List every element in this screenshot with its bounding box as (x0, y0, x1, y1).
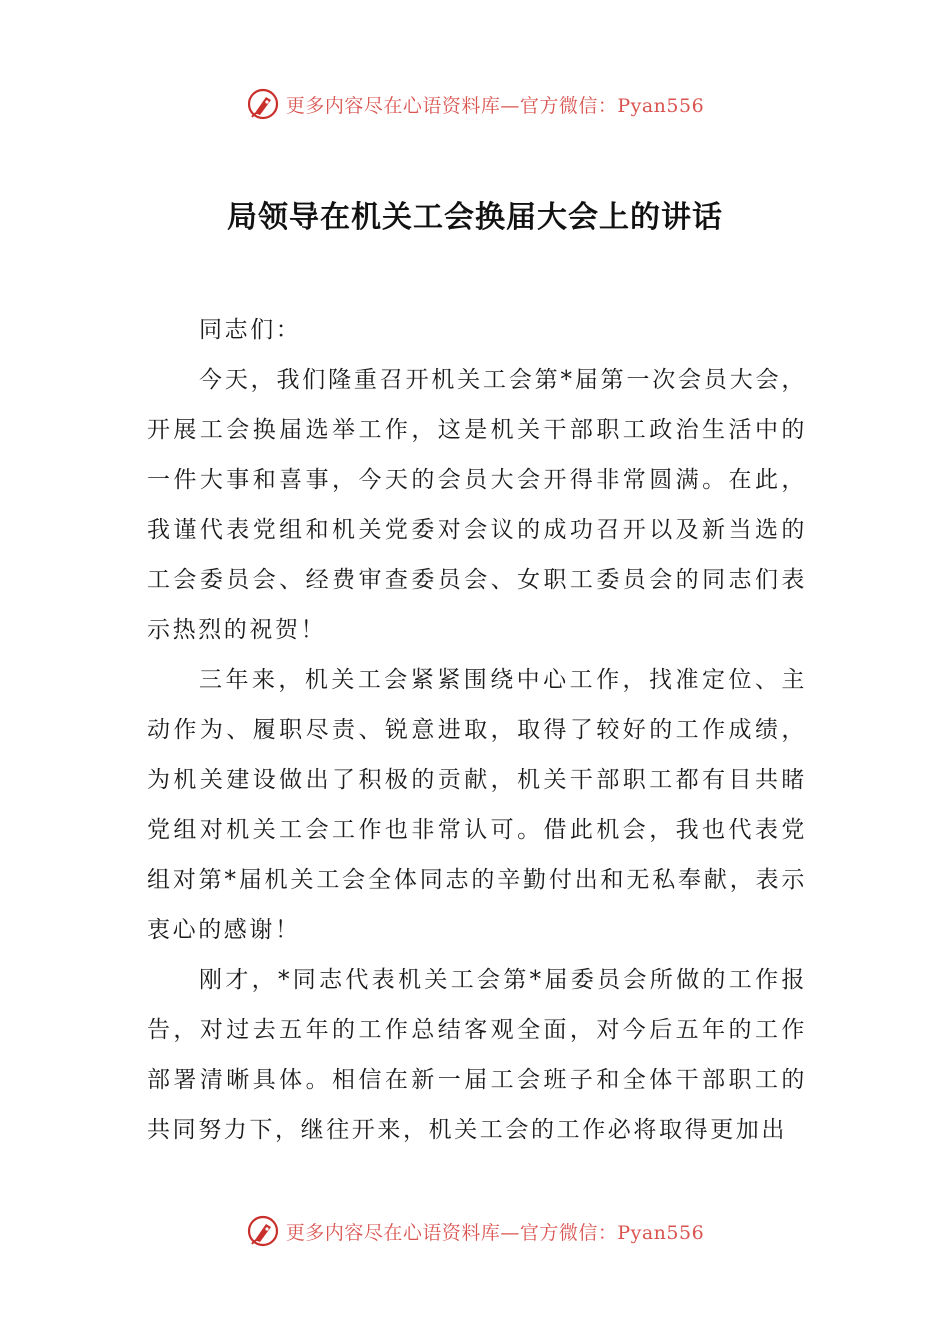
salutation: 同志们： (199, 317, 302, 343)
paragraph-report: 刚才，*同志代表机关工会第*届委员会所做的工作报告，对过去五年的工作总结客观全面，对今后五年的工作部署清晰具体。相信在新一届工会班子和全体干部职工的共同努力下，继往开来，机关工会的工作必将取得更加出 (147, 967, 807, 1143)
document-body (147, 305, 807, 1155)
footer-banner-text: 更多内容尽在心语资料库—官方微信：Pyan556 (285, 1221, 705, 1244)
pen-nib-logo-icon (246, 1214, 280, 1248)
pen-nib-logo-icon (246, 87, 280, 121)
footer-banner (0, 1211, 950, 1251)
document-title: 局领导在机关工会换届大会上的讲话 (227, 200, 723, 236)
paragraph-opening: 今天，我们隆重召开机关工会第*届第一次会员大会，开展工会换届选举工作，这是机关干部职工政治生活中的一件大事和喜事，今天的会员大会开得非常圆满。在此，我谨代表党组和机关党委对会议的成功召开以及新当选的工会委员会、经费审查委员会、女职工委员会的同志们表示热烈的祝贺！ (147, 367, 807, 643)
header-banner (0, 84, 950, 124)
paragraph-achievements: 三年来，机关工会紧紧围绕中心工作，找准定位、主动作为、履职尽责、锐意进取，取得了较好的工作成绩，为机关建设做出了积极的贡献，机关干部职工都有目共睹党组对机关工会工作也非常认可。借此机会，我也代表党组对第*届机关工会全体同志的辛勤付出和无私奉献，表示衷心的感谢！ (147, 667, 807, 943)
header-banner-text: 更多内容尽在心语资料库—官方微信：Pyan556 (285, 94, 705, 117)
